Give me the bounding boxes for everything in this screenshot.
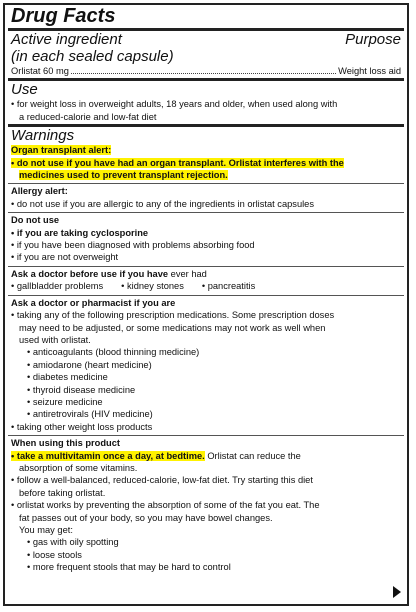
- divider: [8, 295, 404, 296]
- list-item: • anticoagulants (blood thinning medicine): [11, 346, 401, 358]
- ask-doctor-heading-rest: ever had: [168, 268, 207, 279]
- ingredient-name: Orlistat 60 mg: [11, 66, 69, 76]
- when-using-line: • follow a well-balanced, reduced-calorie, low-fat diet. Try starting this diet: [11, 474, 401, 486]
- pharm-line: used with orlistat.: [19, 334, 91, 345]
- organ-alert-heading: Organ transplant alert:: [11, 145, 112, 156]
- list-item: • thyroid disease medicine: [11, 384, 401, 396]
- use-line: a reduced-calorie and low-fat diet: [19, 111, 157, 122]
- use-line: • for weight loss in overweight adults, 18 years and older, when used along with: [11, 98, 401, 110]
- list-item: • if you have been diagnosed with problems absorbing food: [11, 239, 401, 251]
- when-using-line: before taking orlistat.: [19, 487, 106, 498]
- pharm-line: may need to be adjusted, or some medications may not work as well when: [19, 322, 326, 333]
- active-ingredient-subheading: (in each sealed capsule): [11, 48, 174, 65]
- purpose-heading: Purpose: [345, 31, 401, 48]
- multivitamin-highlight: • take a multivitamin once a day, at bedtime.: [11, 451, 205, 461]
- drug-facts-panel: [3, 3, 409, 606]
- ingredient-purpose: Weight loss aid: [338, 66, 401, 76]
- active-heading-row: [11, 31, 401, 48]
- when-using-line: fat passes out of your body, so you may have bowel changes.: [19, 512, 273, 523]
- allergy-heading: Allergy alert:: [11, 186, 68, 197]
- when-using-heading: When using this product: [11, 438, 120, 449]
- list-item: • more frequent stools that may be hard to control: [11, 561, 401, 573]
- divider: [8, 266, 404, 267]
- list-item: • if you are not overweight: [11, 251, 401, 263]
- ask-doctor-heading: Ask a doctor before use if you have: [11, 268, 169, 279]
- divider: [8, 212, 404, 213]
- warnings-heading: Warnings: [11, 127, 75, 145]
- list-item: • amiodarone (heart medicine): [11, 359, 401, 371]
- ingredient-row: [11, 65, 401, 77]
- use-heading: Use: [11, 81, 38, 99]
- page-title: Drug Facts: [11, 5, 116, 27]
- list-item: • antiretrovirals (HIV medicine): [11, 408, 401, 420]
- list-item: • taking other weight loss products: [11, 421, 401, 433]
- list-item: • kidney stones: [121, 280, 184, 292]
- active-ingredient-heading: Active ingredient: [11, 31, 122, 48]
- list-item: • loose stools: [11, 549, 401, 561]
- ask-doctor-heading-row: [11, 268, 401, 280]
- organ-alert-line: medicines used to prevent transplant rejection.: [19, 170, 228, 181]
- divider: [8, 435, 404, 436]
- divider: [8, 183, 404, 184]
- do-not-use-heading: Do not use: [11, 215, 60, 226]
- pharm-line: • taking any of the following prescription medications. Some prescription doses: [11, 309, 401, 321]
- list-item: • diabetes medicine: [11, 371, 401, 383]
- continue-arrow-icon: [393, 586, 401, 598]
- allergy-line: • do not use if you are allergic to any of the ingredients in orlistat capsules: [11, 198, 401, 210]
- list-item: • if you are taking cyclosporine: [11, 227, 401, 239]
- ask-pharmacist-heading: Ask a doctor or pharmacist if you are: [11, 297, 176, 308]
- list-item: • gallbladder problems: [11, 280, 103, 292]
- when-using-line: [11, 450, 401, 462]
- when-using-line: • orlistat works by preventing the absorption of some of the fat you eat. The: [11, 499, 401, 511]
- organ-alert-line: • do not use if you have had an organ transplant. Orlistat interferes with the: [11, 158, 344, 168]
- list-item: • pancreatitis: [202, 280, 255, 292]
- list-item: • gas with oily spotting: [11, 536, 401, 548]
- list-item: • seizure medicine: [11, 396, 401, 408]
- when-using-line: absorption of some vitamins.: [19, 462, 138, 473]
- when-using-rest: Orlistat can reduce the: [204, 450, 301, 461]
- when-using-line: You may get:: [19, 525, 73, 535]
- ask-doctor-items: [11, 280, 401, 292]
- dot-leader: [71, 73, 336, 74]
